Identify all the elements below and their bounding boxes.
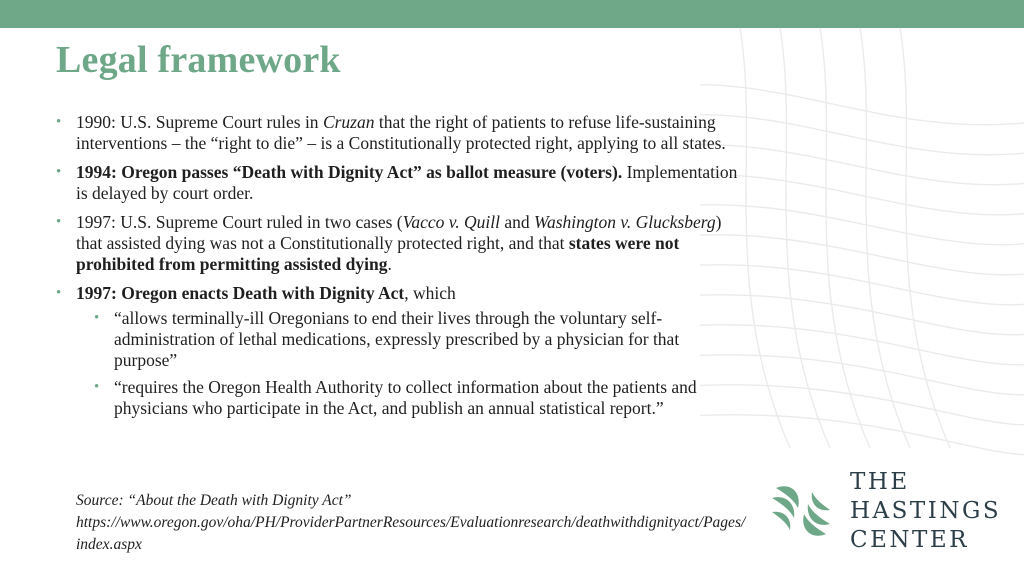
bullet-1994-oregon [56,162,746,204]
sub-bullet-requires: • “requires the Oregon Health Authority to collect information about the patients and physicians who participate in the Act, and publish an annual statistical report.” [76,377,746,419]
hastings-center-logo-icon [768,478,834,544]
source-label: Source: “About the Death with Dignity Act” [76,492,352,509]
source-url: https://www.oregon.gov/oha/PH/ProviderPartnerResources/Evaluationresearch/deathwithdignityact/Pages/index.aspx [76,514,746,553]
bullet-text: 1990: U.S. Supreme Court rules in [76,112,323,132]
logo-line-center: CENTER [850,527,969,553]
top-accent-bar [0,0,1024,28]
sub-bullet-allows: • “allows terminally-ill Oregonians to end their lives through the voluntary self-administration of lethal medications, expressly prescribed by a physician for that purpose” [76,308,746,371]
source-citation [76,490,746,556]
bullet-text: 1997: U.S. Supreme Court ruled in two cases ( [76,212,403,232]
logo-line-hastings: HASTINGS [850,498,1002,524]
bullet-text: Implementation is delayed by court order. [76,162,738,203]
bullet-emphasis: 1994: Oregon passes “Death with Dignity Act” as ballot measure (voters). [76,162,623,182]
bullet-text: ) that assisted dying was not a Constitutionally protected right, and that [76,212,722,253]
bullet-1990-cruzan [56,112,746,154]
case-name-glucksberg: Washington v. Glucksberg [534,212,716,232]
logo-line-the: THE [850,469,910,495]
bullet-emphasis: states were not prohibited from permitting assisted dying [76,233,680,274]
case-name-vacco: Vacco v. Quill [402,212,500,232]
bullet-list [56,112,746,427]
sub-bullet-list [76,308,746,419]
bullet-text: that the right of patients to refuse life-sustaining interventions – the “right to die” – is a Constitutionally protected right, applying to all states. [76,112,726,153]
bullet-1997-supreme-court [56,212,746,275]
bullet-text: . [387,254,392,274]
bullet-1997-oregon-enacts [56,283,746,419]
bullet-emphasis: 1997: Oregon enacts Death with Dignity Act [76,283,405,303]
bullet-text: and [499,212,535,232]
case-name-cruzan: Cruzan [322,112,375,132]
hastings-center-logo-text [850,468,1001,555]
page-title: Legal framework [56,39,341,81]
bullet-text: , which [404,283,456,303]
